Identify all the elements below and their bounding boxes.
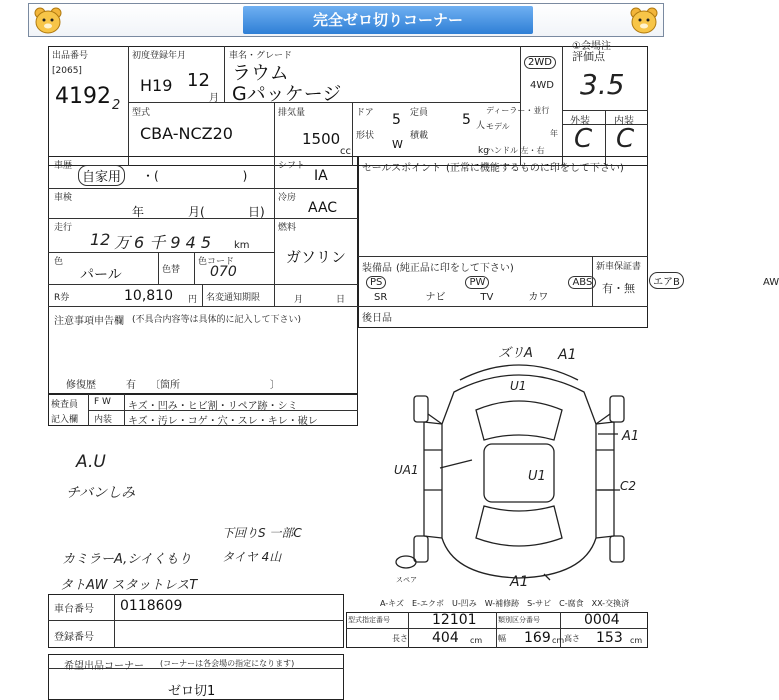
fuel-value: ガソリン (286, 248, 347, 266)
engine-label: 排気量 (278, 108, 306, 118)
shift-label: シフト (278, 161, 306, 171)
desired-corner-sub: (コーナーは各会場の指定になります) (160, 659, 295, 668)
chassis-number: 0118609 (120, 598, 183, 614)
recycle-label: R券 (54, 293, 70, 303)
sales-point-label: セールスポイント (362, 163, 442, 174)
mileage-man-unit: 万 (114, 233, 131, 252)
capacity-value: 5 (462, 112, 471, 128)
engine-value: 1500 (302, 130, 341, 148)
notes-label: 注意事項申告欄 (54, 316, 124, 327)
repair-label: 修復歴 (66, 380, 96, 391)
load-label: 積載 (410, 131, 429, 141)
vehicle-name-label: 車名・グレード (229, 51, 293, 61)
color-value: パール (80, 267, 122, 283)
vehicle-grade: Gパッケージ (232, 83, 342, 105)
notes-sub: (不具合内容等は具体的に記入して下さい) (132, 315, 302, 325)
serial-model-label: 型式指定番号 (348, 616, 390, 624)
registration-year: H19 (140, 76, 173, 95)
width-label: 幅 (498, 634, 506, 643)
model-year-label: モデル (486, 122, 510, 131)
hand-note-3: カミラーA,シイくもり (62, 552, 192, 567)
mascot-bear-icon (31, 5, 65, 35)
capacity-unit: 人 (476, 121, 486, 131)
diagram-note-top: ズリA (498, 346, 533, 361)
length-value: 404 (432, 630, 459, 646)
chassis-label: 車台番号 (54, 604, 94, 615)
ac-label: 冷房 (278, 193, 297, 203)
banner-title: 完全ゼロ切りコーナー (243, 6, 533, 34)
recycle-unit: 円 (188, 295, 198, 305)
exterior-label: 外装 (570, 116, 590, 127)
page-header (28, 3, 664, 37)
notice-label: 名変通知期限 (206, 293, 261, 303)
inspection-label: 車検 (54, 193, 73, 203)
notice-month-unit: 月 (294, 295, 304, 305)
serial-class-label: 類別区分番号 (498, 616, 540, 624)
lot-suffix: 2 (112, 98, 121, 113)
diagram-a1-top: A1 (558, 347, 577, 363)
interior-label: 内装 (614, 116, 634, 127)
equipment-sub: (純正品に印をして下さい) (396, 263, 514, 274)
inspector-row-1: キズ・凹み・ヒビ割・リペア跡・シミ (128, 401, 298, 412)
hand-note-6: タイヤ 4山 (222, 550, 282, 564)
hand-note-2: チバンしみ (66, 485, 136, 501)
diagram-c2-right: C2 (620, 479, 637, 493)
mileage-label: 走行 (54, 223, 73, 233)
hand-note-5: 下回りS 一部C (222, 526, 302, 540)
sales-point-sub: (正常に機能するものに印をして下さい) (446, 163, 624, 174)
model-code: CBA-NCZ20 (140, 124, 233, 143)
shift-value: IA (314, 168, 328, 184)
registration-month: 12 (187, 70, 210, 91)
interior-grade: C (616, 124, 635, 154)
equipment-row-2: SR ナビ TV カワ (374, 292, 549, 303)
recycle-value: 10,810 (124, 288, 173, 304)
serial-class: 0004 (584, 612, 620, 628)
inspection-day-unit: 日) (248, 205, 265, 219)
hand-note-4: タトAW スタットレスT (60, 578, 198, 593)
vehicle-name: ラウム (232, 62, 289, 84)
shape-value: W (392, 138, 403, 151)
inspection-month-unit: 月( (188, 205, 205, 219)
hand-note-1: A.U (76, 452, 106, 472)
mascot-bear-icon (627, 5, 661, 35)
width-unit: cm (552, 636, 565, 645)
aftermarket-label: 後日品 (362, 313, 392, 324)
model-year-unit: 年 (550, 129, 558, 138)
color-swatch-label: 色替 (162, 265, 181, 275)
model-label: 型式 (132, 108, 151, 118)
usage-label: 車歴 (54, 161, 73, 171)
ac-value: AAC (308, 200, 338, 216)
fuel-label: 燃料 (278, 223, 297, 233)
usage-rest: ・( ) (142, 169, 248, 183)
score-label: 評価点 (572, 50, 605, 63)
lot-code: [2065] (52, 66, 82, 76)
car-damage-diagram (384, 340, 654, 595)
height-label: 高さ (564, 634, 580, 643)
desired-corner-value: ゼロ切1 (168, 684, 216, 699)
shape-label: 形状 (356, 131, 375, 141)
registration-label: 初度登録年月 (132, 51, 187, 61)
diagram-u1-center: U1 (528, 469, 546, 484)
height-unit: cm (630, 636, 643, 645)
usage-value: 自家用 (78, 165, 125, 186)
engine-unit: cc (340, 146, 351, 157)
venue-note: ①会場注 (572, 41, 611, 52)
handle-label: ハンドル 左・右 (486, 146, 545, 155)
plate-label: 登録番号 (54, 632, 94, 643)
mileage-unit: km (234, 240, 250, 251)
diagram-u1-front: U1 (510, 379, 527, 393)
repair-parts: 〔箇所 〕 (150, 380, 280, 391)
equipment-row-1: PS PW ABS エアB AW (366, 272, 779, 289)
diagram-a1-bottom: A1 (510, 574, 529, 590)
equipment-label: 装備品 (362, 263, 392, 274)
color-code: 070 (210, 264, 237, 280)
desired-corner-label: 希望出品コーナー (64, 661, 144, 672)
drive-4wd: 4WD (530, 80, 554, 91)
capacity-label: 定員 (410, 108, 429, 118)
color-label: 色 (54, 257, 64, 267)
repair-value: 有 (126, 380, 136, 391)
doors-value: 5 (392, 112, 401, 128)
lot-label: 出品番号 (52, 51, 89, 61)
registration-month-unit: 月 (209, 93, 219, 104)
mileage-digits: 6 千 9 4 5 (134, 233, 212, 252)
diagram-a1-right: A1 (622, 429, 640, 444)
inspector-label-1: 検査員 (51, 400, 79, 410)
doors-label: ドア (356, 108, 374, 118)
new-warranty-value: 有・無 (602, 282, 635, 295)
dealer-label: ディーラー・並行 (486, 106, 550, 115)
height-value: 153 (596, 630, 623, 646)
load-unit: kg (478, 146, 489, 156)
length-unit: cm (470, 636, 483, 645)
damage-legend: A-キズ E-エクボ U-凹み W-補修跡 S-サビ C-腐食 XX-交換済 (380, 599, 630, 608)
inspector-fw: F W (94, 397, 111, 407)
diagram-spare: スペア (396, 576, 417, 584)
width-value: 169 (524, 630, 551, 646)
diagram-ua1-left: UA1 (394, 463, 419, 477)
serial-model: 12101 (432, 612, 477, 628)
score-value: 3.5 (580, 68, 625, 101)
inspector-row-2: キズ・汚レ・コゲ・穴・スレ・キレ・破レ (128, 416, 318, 427)
lot-number: 4192 (55, 84, 111, 109)
color-code-label: 色コード (198, 257, 235, 267)
inspection-year-unit: 年 (132, 205, 145, 219)
new-warranty-label: 新車保証書 (596, 262, 642, 272)
length-label: 長さ (392, 634, 408, 643)
exterior-grade: C (574, 124, 593, 154)
inspector-label-2: 記入欄 (51, 415, 79, 425)
notice-day-unit: 日 (336, 295, 346, 305)
drive-2wd: 2WD (524, 56, 556, 69)
mileage-man: 12 (90, 230, 111, 249)
inspector-interior: 内装 (94, 415, 113, 425)
